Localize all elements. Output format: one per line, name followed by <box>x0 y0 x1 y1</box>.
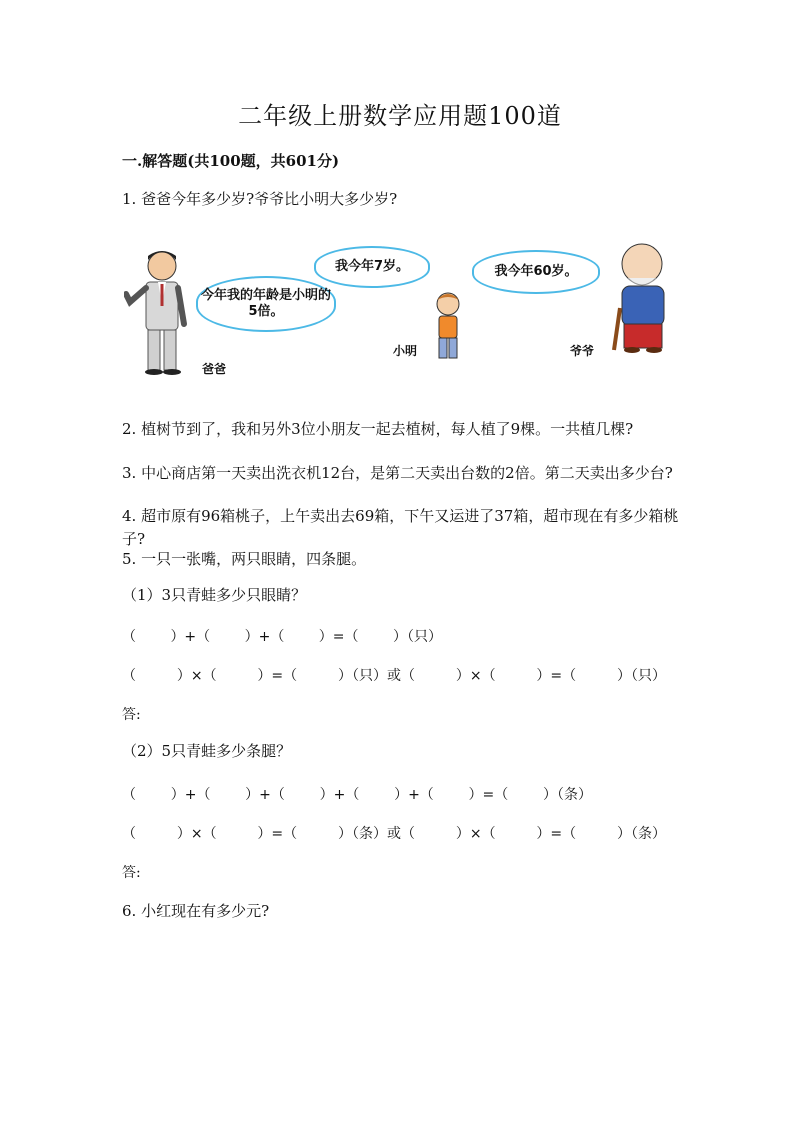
dad-speech-bubble: 今年我的年龄是小明的5倍。 <box>196 276 336 332</box>
section-heading: 一.解答题(共100题，共601分) <box>122 152 340 170</box>
blank-segment: （ <box>122 787 136 803</box>
blank-segment: ）=（ <box>536 826 577 842</box>
blank-segment: ）+（ <box>170 629 211 645</box>
dad-figure <box>124 244 204 376</box>
blank-segment: ）=（ <box>536 668 577 684</box>
blank-segment: （ <box>122 668 136 684</box>
question-5: 5. 一只一张嘴，两只眼睛，四条腿。 <box>122 550 367 568</box>
page-title: 二年级上册数学应用题100道 <box>238 102 562 130</box>
grandpa-speech-bubble: 我今年60岁。 <box>472 250 600 294</box>
question-4: 4. 超市原有96箱桃子，上午卖出去69箱，下午又运进了37箱，超市现在有多少箱桃子? <box>122 507 679 548</box>
answer-label: 答: <box>122 865 141 881</box>
question-3: 3. 中心商店第一天卖出洗衣机12台，是第二天卖出台数的2倍。第二天卖出多少台? <box>122 464 673 482</box>
blank-segment: ）+（ <box>170 787 211 803</box>
answer-label: 答: <box>122 707 141 723</box>
blank-segment: ）×（ <box>176 668 217 684</box>
blank-segment: ）=（ <box>257 668 298 684</box>
xiaoming-label: 小明 <box>393 344 418 358</box>
blank-segment: ）（条） <box>617 826 666 842</box>
blank-segment: ）+（ <box>245 787 285 803</box>
question-1: 1. 爸爸今年多少岁?爷爷比小明大多少岁? <box>122 190 398 208</box>
blank-segment: ）+（ <box>319 787 360 803</box>
blank-segment: ）×（ <box>176 826 217 842</box>
blank-segment: ）（条） <box>542 787 592 803</box>
blank-segment: ）=（ <box>257 826 298 842</box>
grandpa-label: 爷爷 <box>570 344 595 358</box>
question-6: 6. 小红现在有多少元? <box>122 902 270 920</box>
fill-blank-row <box>122 626 442 646</box>
fill-blank-row <box>122 784 592 804</box>
blank-segment: ）（只）或（ <box>338 668 415 684</box>
dad-label: 爸爸 <box>202 362 227 376</box>
blank-segment: ）=（ <box>468 787 509 803</box>
xiaoming-speech-bubble: 我今年7岁。 <box>314 246 430 288</box>
blank-segment: ）（条）或（ <box>338 826 415 842</box>
blank-segment: ）+（ <box>394 787 434 803</box>
blank-segment: ）（只） <box>392 629 442 645</box>
question-2: 2. 植树节到了，我和另外3位小朋友一起去植树，每人植了9棵。一共植几棵? <box>122 420 634 438</box>
blank-segment: ）+（ <box>244 629 285 645</box>
blank-segment: ）×（ <box>455 826 496 842</box>
grandpa-figure <box>600 238 682 358</box>
blank-segment: ）（只） <box>617 668 666 684</box>
blank-segment: ）=（ <box>318 629 359 645</box>
question-5-part-1: （1）3只青蛙多少只眼睛？ <box>122 586 307 604</box>
question-5-part-2: （2）5只青蛙多少条腿？ <box>122 742 292 760</box>
question-1-illustration <box>118 238 688 388</box>
fill-blank-row <box>122 823 666 843</box>
fill-blank-row <box>122 665 666 685</box>
blank-segment: ）×（ <box>455 668 496 684</box>
blank-segment: （ <box>122 629 136 645</box>
blank-segment: （ <box>122 826 136 842</box>
xiaoming-figure <box>430 290 470 364</box>
